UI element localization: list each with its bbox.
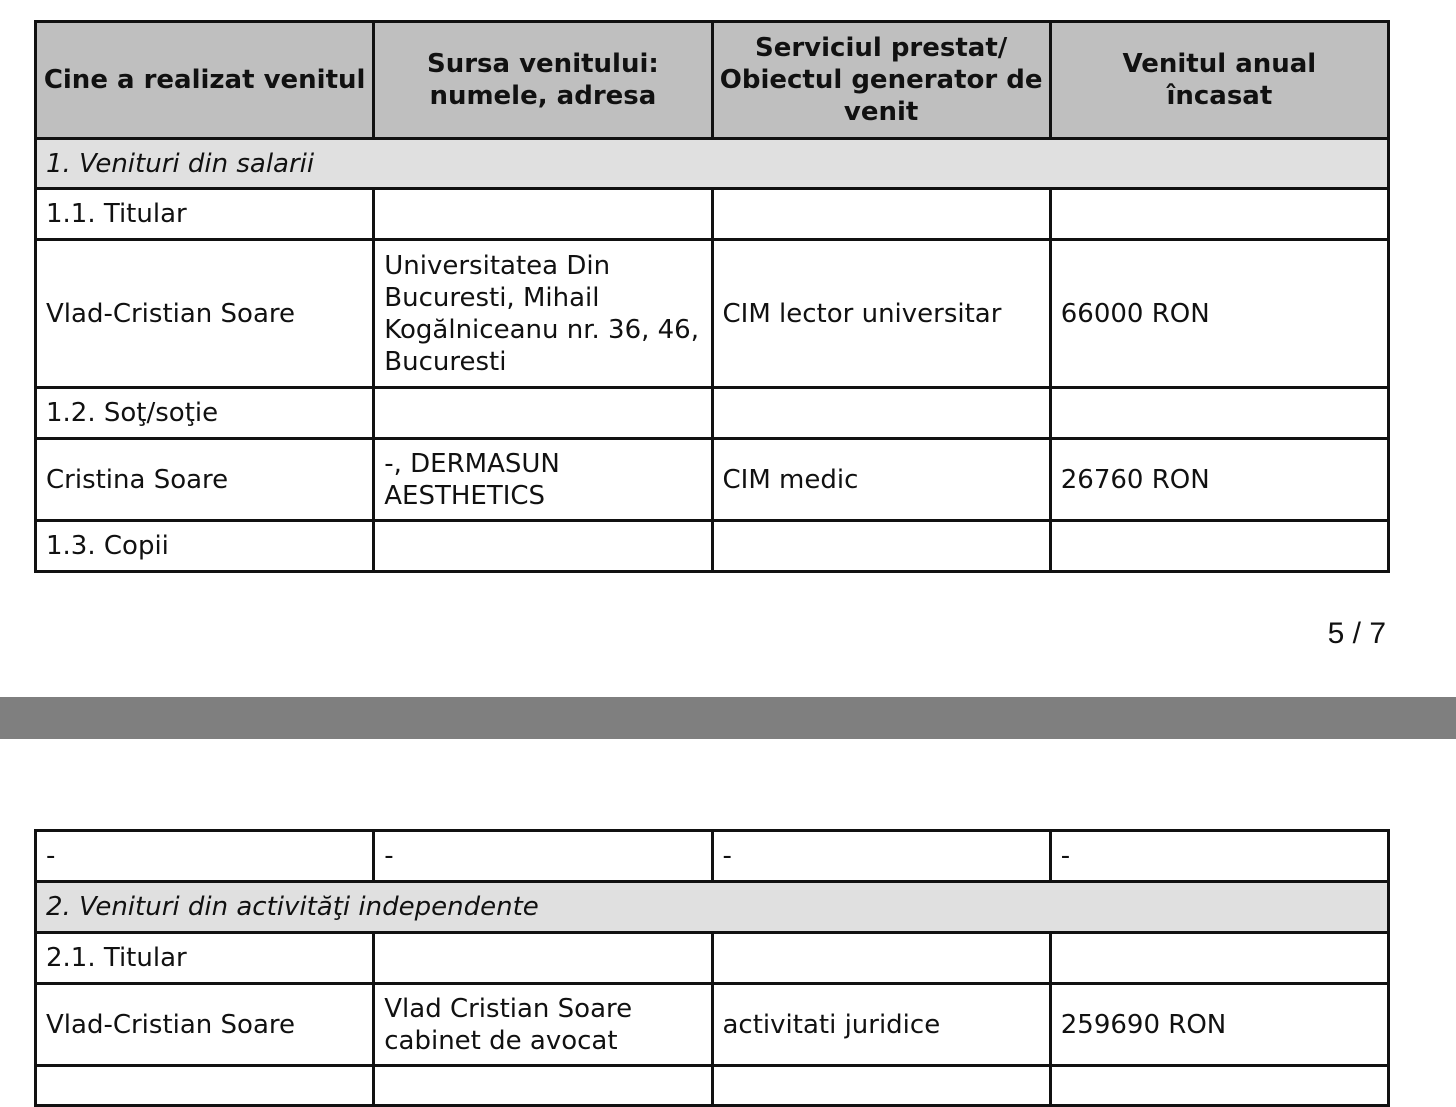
empty-cell — [1050, 521, 1388, 572]
empty-cell — [712, 388, 1050, 439]
annual-income: - — [1050, 831, 1388, 882]
table-header-row — [36, 22, 1389, 139]
empty-cell — [1050, 189, 1388, 240]
header-income-line1: Venitul anual — [1122, 49, 1317, 79]
row-label-titular: 2.1. Titular — [36, 933, 374, 984]
table-row — [36, 439, 1389, 521]
empty-cell — [712, 521, 1050, 572]
header-service-line2: Obiectul generator de — [719, 65, 1043, 95]
earner-name: Cristina Soare — [36, 439, 374, 521]
income-source: - — [374, 831, 712, 882]
annual-income: 66000 RON — [1050, 240, 1388, 388]
empty-cell — [374, 1066, 712, 1106]
table-row — [36, 189, 1389, 240]
table-row — [36, 984, 1389, 1066]
income-source: Universitatea Din Bucuresti, Mihail Kogălniceanu nr. 36, 46, Bucuresti — [374, 240, 712, 388]
table-row — [36, 1066, 1389, 1106]
row-label-spouse: 1.2. Soţ/soţie — [36, 388, 374, 439]
empty-cell — [374, 933, 712, 984]
income-table — [34, 20, 1390, 573]
empty-cell — [374, 388, 712, 439]
annual-income: 259690 RON — [1050, 984, 1388, 1066]
header-income-source — [374, 22, 712, 139]
earner-name: Vlad-Cristian Soare — [36, 984, 374, 1066]
annual-income: 26760 RON — [1050, 439, 1388, 521]
service-provided: CIM lector universitar — [712, 240, 1050, 388]
page-number: 5 / 7 — [1327, 617, 1386, 650]
table-row — [36, 933, 1389, 984]
empty-cell — [36, 1066, 374, 1106]
table-row — [36, 240, 1389, 388]
empty-cell — [1050, 388, 1388, 439]
empty-cell — [374, 521, 712, 572]
empty-cell — [712, 189, 1050, 240]
header-annual-income — [1050, 22, 1388, 139]
earner-name: Vlad-Cristian Soare — [36, 240, 374, 388]
income-source: -, DERMASUN AESTHETICS — [374, 439, 712, 521]
empty-cell — [374, 189, 712, 240]
pdf-page-6 — [0, 739, 1456, 1075]
section-title: 2. Venituri din activităţi independente — [36, 882, 1389, 933]
section-row-independent — [36, 882, 1389, 933]
header-source-line2: numele, adresa — [429, 81, 657, 111]
earner-name: - — [36, 831, 374, 882]
header-income-earner: Cine a realizat venitul — [36, 22, 374, 139]
table-row — [36, 831, 1389, 882]
service-provided: - — [712, 831, 1050, 882]
row-label-children: 1.3. Copii — [36, 521, 374, 572]
service-provided: activitati juridice — [712, 984, 1050, 1066]
header-service-line1: Serviciul prestat/ — [754, 33, 1008, 63]
service-provided: CIM medic — [712, 439, 1050, 521]
empty-cell — [712, 933, 1050, 984]
income-table-continued — [34, 829, 1390, 1107]
table-row — [36, 521, 1389, 572]
empty-cell — [1050, 933, 1388, 984]
header-service — [712, 22, 1050, 139]
header-service-line3: venit — [843, 97, 919, 127]
empty-cell — [1050, 1066, 1388, 1106]
income-source: Vlad Cristian Soare cabinet de avocat — [374, 984, 712, 1066]
header-income-line2: încasat — [1166, 81, 1273, 111]
header-source-line1: Sursa venitului: — [426, 49, 659, 79]
section-row-salaries — [36, 139, 1389, 189]
row-label-titular: 1.1. Titular — [36, 189, 374, 240]
section-title: 1. Venituri din salarii — [36, 139, 1389, 189]
table-row — [36, 388, 1389, 439]
page-separator — [0, 697, 1456, 739]
empty-cell — [712, 1066, 1050, 1106]
